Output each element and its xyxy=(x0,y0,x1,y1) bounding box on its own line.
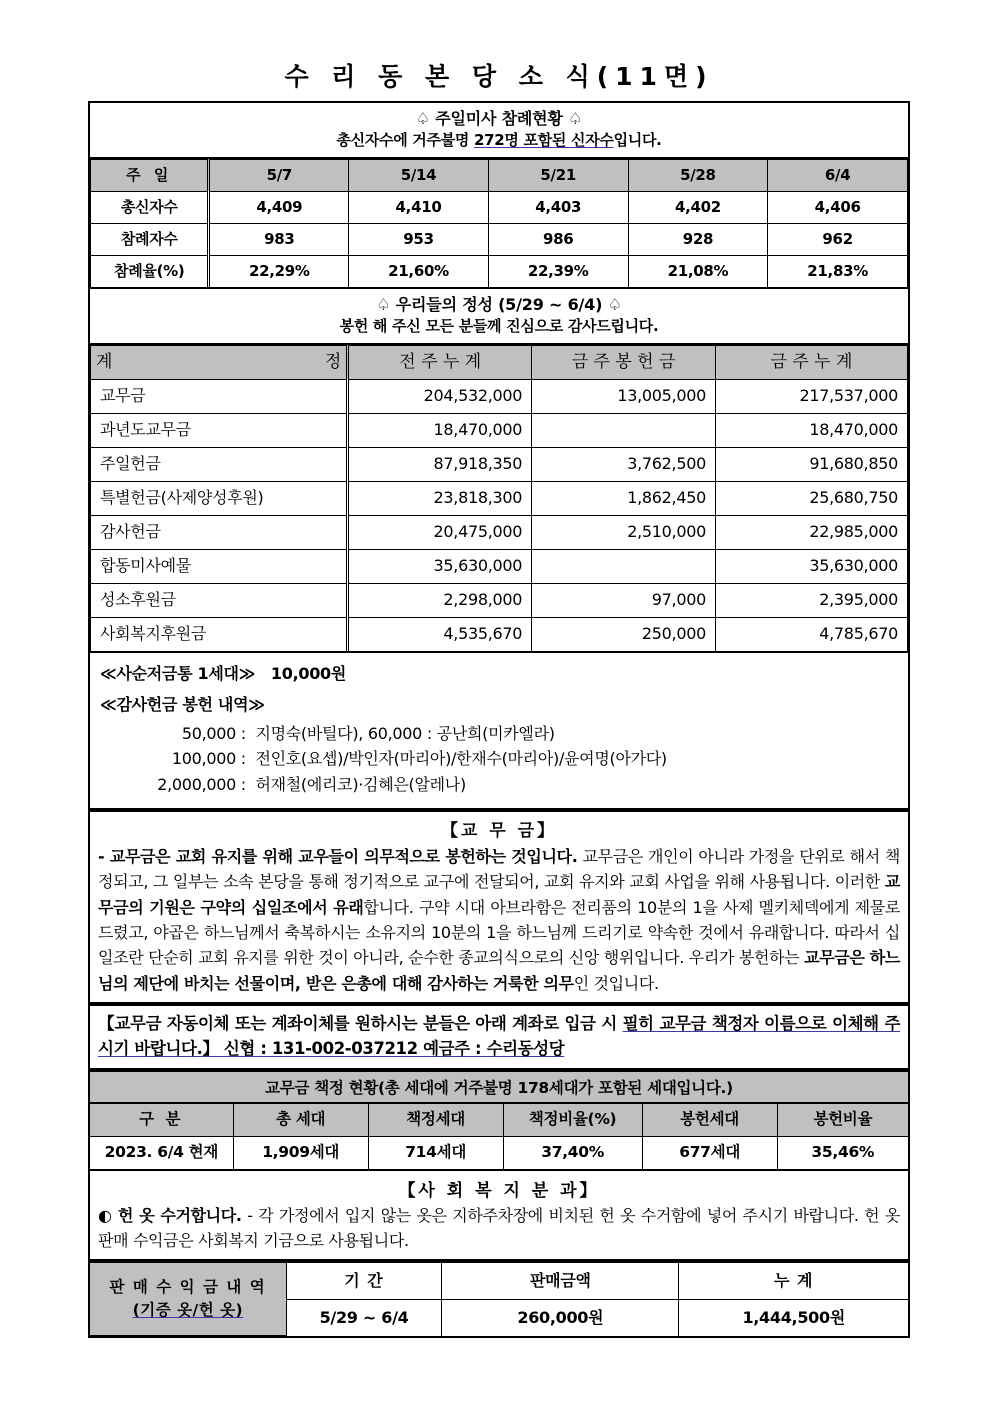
attendance-table xyxy=(90,159,908,287)
attendance-cell: 22,29% xyxy=(209,255,349,287)
assessment-bar-pre: 교무금 책정 현황(총 세대에 xyxy=(265,1078,454,1097)
sales-cell-period: 5/29 ~ 6/4 xyxy=(286,1299,441,1336)
table-row xyxy=(91,481,908,515)
lent-box-line xyxy=(100,662,898,686)
attendance-col-0507: 5/7 xyxy=(209,159,349,191)
table-row xyxy=(91,583,908,617)
attendance-cell: 4,406 xyxy=(768,191,908,223)
offering-account: 합동미사예물 xyxy=(91,549,348,583)
donor-amount: 100,000 xyxy=(171,749,236,769)
attendance-col-0604: 6/4 xyxy=(768,159,908,191)
welfare-title: 【사 회 복 지 분 과】 xyxy=(398,1180,600,1201)
attendance-cell: 986 xyxy=(488,223,628,255)
offering-week: 97,000 xyxy=(532,583,716,617)
attendance-col-week: 주 일 xyxy=(91,159,209,191)
account-notice-section xyxy=(88,1004,910,1070)
notice-text-a: 【교무금 자동이체 또는 계좌이체를 원하시는 분들은 아래 계좌로 입금 시 xyxy=(98,1013,623,1033)
offering-account: 주일헌금 xyxy=(91,447,348,481)
offering-section xyxy=(88,287,910,651)
sales-cell-cumulative: 1,444,500원 xyxy=(679,1299,908,1336)
donor-list xyxy=(90,653,908,810)
attendance-cell: 962 xyxy=(768,223,908,255)
assessment-cell: 1,909세대 xyxy=(233,1136,368,1169)
attendance-cell: 953 xyxy=(349,223,489,255)
table-row xyxy=(91,617,908,651)
attendance-subheading-pre: 총신자수에 거주불명 xyxy=(336,131,474,150)
offering-col-account-left: 계 xyxy=(96,351,113,372)
sales-row-label xyxy=(90,1263,286,1336)
assessment-col-offering-households: 봉헌세대 xyxy=(642,1103,777,1136)
table-row xyxy=(91,447,908,481)
account-notice xyxy=(90,1006,908,1070)
article-body xyxy=(90,844,908,1004)
offering-account: 감사헌금 xyxy=(91,515,348,549)
table-row xyxy=(91,191,908,223)
sales-label-line1: 판 매 수 익 금 내 역 xyxy=(109,1277,267,1296)
offering-cum: 91,680,850 xyxy=(715,447,907,481)
offering-account: 성소후원금 xyxy=(91,583,348,617)
welfare-body xyxy=(90,1204,908,1261)
attendance-cell: 4,402 xyxy=(628,191,768,223)
offering-account: 교무금 xyxy=(91,379,348,413)
sales-col-cumulative: 누 계 xyxy=(679,1263,908,1300)
sales-header-row xyxy=(90,1263,908,1300)
article-title: 【교 무 금】 xyxy=(440,821,558,842)
assessment-cell: 35,46% xyxy=(777,1136,908,1169)
sales-section xyxy=(88,1261,910,1339)
offering-week: 250,000 xyxy=(532,617,716,651)
attendance-col-0521: 5/21 xyxy=(488,159,628,191)
welfare-body-text: - 각 가정에서 입지 않는 옷은 지하주차장에 비치된 헌 옷 수거함에 넣어 주시기 바랍니다. 헌 옷 판매 수익금은 사회복지 기금으로 사용됩니다. xyxy=(98,1205,900,1250)
offering-cum: 18,470,000 xyxy=(715,413,907,447)
article-body-3: 인 것입니다. xyxy=(573,973,659,993)
table-row xyxy=(90,1136,908,1169)
assessment-cell: 2023. 6/4 현재 xyxy=(90,1136,233,1169)
offering-prev: 204,532,000 xyxy=(348,379,532,413)
offering-cum: 4,785,670 xyxy=(715,617,907,651)
attendance-subheading-highlight: 272명 포함된 신자수 xyxy=(474,131,614,150)
attendance-header-row xyxy=(91,159,908,191)
article-section xyxy=(88,810,910,1004)
offering-subheading: 봉헌 해 주신 모든 분들께 진심으로 감사드립니다. xyxy=(339,317,659,336)
attendance-cell: 4,410 xyxy=(349,191,489,223)
article-bold-1: 교무금의 기원은 구약의 십일조에서 유래 xyxy=(98,872,900,917)
donor-section xyxy=(88,651,910,810)
offering-col-this-week: 금 주 봉 헌 금 xyxy=(532,345,716,379)
attendance-row-label: 참례자수 xyxy=(91,223,209,255)
offering-prev: 20,475,000 xyxy=(348,515,532,549)
attendance-row-label: 참례율(%) xyxy=(91,255,209,287)
article-bold-2: 교무금은 하느님의 제단에 바치는 선물이며, 받은 은총에 대해 감사하는 거룩한 의무 xyxy=(98,948,900,993)
offering-prev: 35,630,000 xyxy=(348,549,532,583)
assessment-col-assessed: 책정세대 xyxy=(368,1103,503,1136)
attendance-cell: 21,08% xyxy=(628,255,768,287)
list-item: 50,000 : 지명숙(바틸다), 60,000 : 공난희(미카엘라) xyxy=(100,721,898,747)
assessment-section xyxy=(88,1070,910,1169)
half-circle-icon: ◐ xyxy=(98,1205,113,1225)
assessment-header-row xyxy=(90,1103,908,1136)
table-row xyxy=(91,413,908,447)
article-lead: - 교무금은 교회 유지를 위해 교우들이 의무적으로 봉헌하는 것입니다. xyxy=(98,847,578,867)
lent-box-amount: 10,000원 xyxy=(270,663,347,683)
offering-prev: 2,298,000 xyxy=(348,583,532,617)
attendance-heading-band xyxy=(90,103,908,159)
assessment-col-division: 구 분 xyxy=(90,1103,233,1136)
notice-text-b: 필히 교무금 책정자 이름으로 이체해 주시기 바랍니다.】 신협 : 131-002-037212 예금주 : 수리동성당 xyxy=(98,1013,900,1059)
donor-names: 지명숙(바틸다), 60,000 : 공난희(미카엘라) xyxy=(255,723,555,743)
sales-col-amount: 판매금액 xyxy=(442,1263,679,1300)
offering-week xyxy=(532,549,716,583)
attendance-cell: 4,409 xyxy=(209,191,349,223)
welfare-section xyxy=(88,1169,910,1261)
offering-account: 특별헌금(사제양성후원) xyxy=(91,481,348,515)
assessment-col-total-households: 총 세대 xyxy=(233,1103,368,1136)
offering-account: 과년도교무금 xyxy=(91,413,348,447)
page-title: 수 리 동 본 당 소 식(11면) xyxy=(284,62,714,91)
offering-cum: 217,537,000 xyxy=(715,379,907,413)
attendance-col-0514: 5/14 xyxy=(349,159,489,191)
offering-week xyxy=(532,413,716,447)
offering-heading: ♤ 우리들의 정성 (5/29 ~ 6/4) ♤ xyxy=(376,294,622,314)
table-row xyxy=(91,255,908,287)
assessment-cell: 37,40% xyxy=(503,1136,642,1169)
assessment-bar-post: 입니다.) xyxy=(676,1078,733,1097)
welfare-lead: 헌 옷 수거합니다. xyxy=(118,1205,242,1225)
list-item: 100,000 : 전인호(요셉)/박인자(마리아)/한재수(마리아)/윤여명(아가다) xyxy=(100,746,898,772)
offering-prev: 18,470,000 xyxy=(348,413,532,447)
table-row xyxy=(91,223,908,255)
assessment-bar xyxy=(90,1072,908,1103)
offering-header-row xyxy=(91,345,908,379)
donor-names: 허재철(에리코)·김혜은(알레나) xyxy=(255,775,466,795)
sales-col-period: 기 간 xyxy=(286,1263,441,1300)
attendance-subheading xyxy=(94,130,904,152)
offering-col-account xyxy=(91,345,348,379)
attendance-cell: 983 xyxy=(209,223,349,255)
attendance-cell: 21,60% xyxy=(349,255,489,287)
donor-names: 전인호(요셉)/박인자(마리아)/한재수(마리아)/윤여명(아가다) xyxy=(255,749,667,769)
offering-prev: 23,818,300 xyxy=(348,481,532,515)
offering-week: 1,862,450 xyxy=(532,481,716,515)
offering-heading-band xyxy=(90,289,908,345)
offering-col-cum-total: 금 주 누 계 xyxy=(715,345,907,379)
attendance-cell: 22,39% xyxy=(488,255,628,287)
donor-amount: 50,000 xyxy=(181,723,236,743)
assessment-col-offering-rate: 봉헌비율 xyxy=(777,1103,908,1136)
attendance-row-label: 총신자수 xyxy=(91,191,209,223)
attendance-cell: 928 xyxy=(628,223,768,255)
attendance-cell: 21,83% xyxy=(768,255,908,287)
donor-amount: 2,000,000 xyxy=(157,775,236,795)
list-item: 2,000,000 : 허재철(에리코)·김혜은(알레나) xyxy=(100,772,898,798)
table-row xyxy=(91,549,908,583)
offering-cum: 2,395,000 xyxy=(715,583,907,617)
offering-col-account-right: 정 xyxy=(324,351,342,372)
offering-col-prev-total: 전 주 누 계 xyxy=(348,345,532,379)
attendance-cell: 4,403 xyxy=(488,191,628,223)
attendance-heading: ♤ 주일미사 참례현황 ♤ xyxy=(415,109,583,128)
table-row xyxy=(91,379,908,413)
sales-table xyxy=(90,1263,908,1337)
offering-cum: 22,985,000 xyxy=(715,515,907,549)
offering-account: 사회복지후원금 xyxy=(91,617,348,651)
attendance-subheading-post: 입니다. xyxy=(613,131,662,150)
thanks-offering-heading: ≪감사헌금 봉헌 내역≫ xyxy=(100,695,265,715)
assessment-bar-bold: 거주불명 178세대가 포함된 세대 xyxy=(453,1078,677,1097)
offering-cum: 35,630,000 xyxy=(715,549,907,583)
attendance-section xyxy=(88,101,910,287)
sales-label-line2: (기증 옷/헌 옷) xyxy=(132,1300,244,1319)
lent-box-label: ≪사순저금통 1세대≫ xyxy=(100,663,256,683)
offering-week: 2,510,000 xyxy=(532,515,716,549)
offering-week: 13,005,000 xyxy=(532,379,716,413)
table-row xyxy=(91,515,908,549)
article-body-1: 교무금은 개인이 아니라 가정을 단위로 해서 책정되고, 그 일부는 소속 본당을 통해 정기적으로 교구에 전달되어, 교회 유지와 교회 사업을 위해 사용됩니다. 이러한 xyxy=(98,847,900,892)
attendance-col-0528: 5/28 xyxy=(628,159,768,191)
assessment-cell: 714세대 xyxy=(368,1136,503,1169)
offering-prev: 4,535,670 xyxy=(348,617,532,651)
article-body-2: 합니다. 구약 시대 아브라함은 전리품의 10분의 1을 사제 멜키체덱에게 제물로 드렸고, 야곱은 하느님께서 축복하시는 소유지의 10분의 1을 하느님께 드리기로 약속한 것에서 유래합니다. 따라서 십일조란 단순히 교회 유지를 위한 것이 아니라, 순수한 종교의식으로의 신앙 행위입니다. 우리가 봉헌하는 xyxy=(98,897,900,968)
assessment-col-assessed-rate: 책정비율(%) xyxy=(503,1103,642,1136)
sales-cell-amount: 260,000원 xyxy=(442,1299,679,1336)
assessment-cell: 677세대 xyxy=(642,1136,777,1169)
offering-cum: 25,680,750 xyxy=(715,481,907,515)
offering-table xyxy=(90,345,908,651)
assessment-table xyxy=(90,1103,908,1169)
offering-week: 3,762,500 xyxy=(532,447,716,481)
offering-prev: 87,918,350 xyxy=(348,447,532,481)
